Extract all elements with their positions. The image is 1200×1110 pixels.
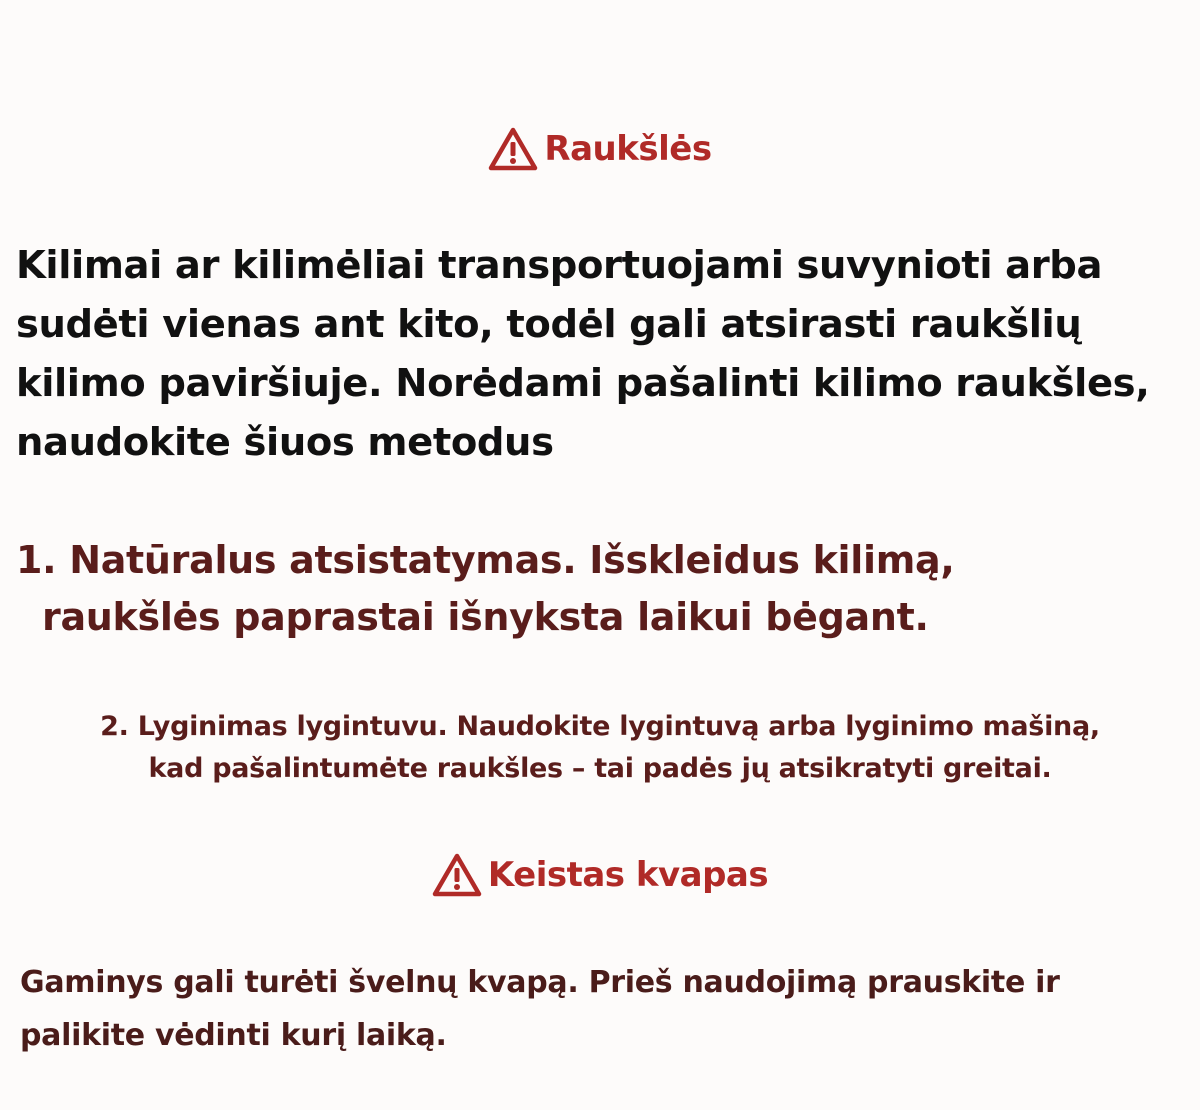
smell-title: Keistas kvapas: [487, 855, 769, 895]
method-2-line-2: kad pašalintumėte raukšles – tai padės jų atsikratyti greitai.: [148, 753, 1052, 784]
warning-triangle-icon: [488, 127, 538, 171]
intro-paragraph: Kilimai ar kilimėliai transportuojami suvynioti arba sudėti vienas ant kito, todėl gali atsirasti raukšlių kilimo paviršiuje. Norėdami pašalinti kilimo raukšles, naudokite šiuos metodus: [16, 243, 1150, 465]
method-1: [16, 532, 1191, 646]
method-2: [0, 706, 1200, 790]
wrinkles-title: Raukšlės: [544, 129, 712, 169]
wrinkles-heading: [0, 122, 1200, 176]
method-1-line-2: raukšlės paprastai išnyksta laikui bėgant.: [42, 595, 929, 639]
warning-triangle-icon: [432, 853, 482, 897]
smell-heading: [0, 848, 1200, 902]
method-2-line-1: 2. Lyginimas lygintuvu. Naudokite lygintuvą arba lyginimo mašiną,: [100, 711, 1100, 742]
method-1-line-1: 1. Natūralus atsistatymas. Išskleidus kilimą,: [16, 538, 955, 582]
smell-paragraph: Gaminys gali turėti švelnų kvapą. Prieš naudojimą prauskite ir palikite vėdinti kurį laiką.: [20, 965, 1060, 1053]
